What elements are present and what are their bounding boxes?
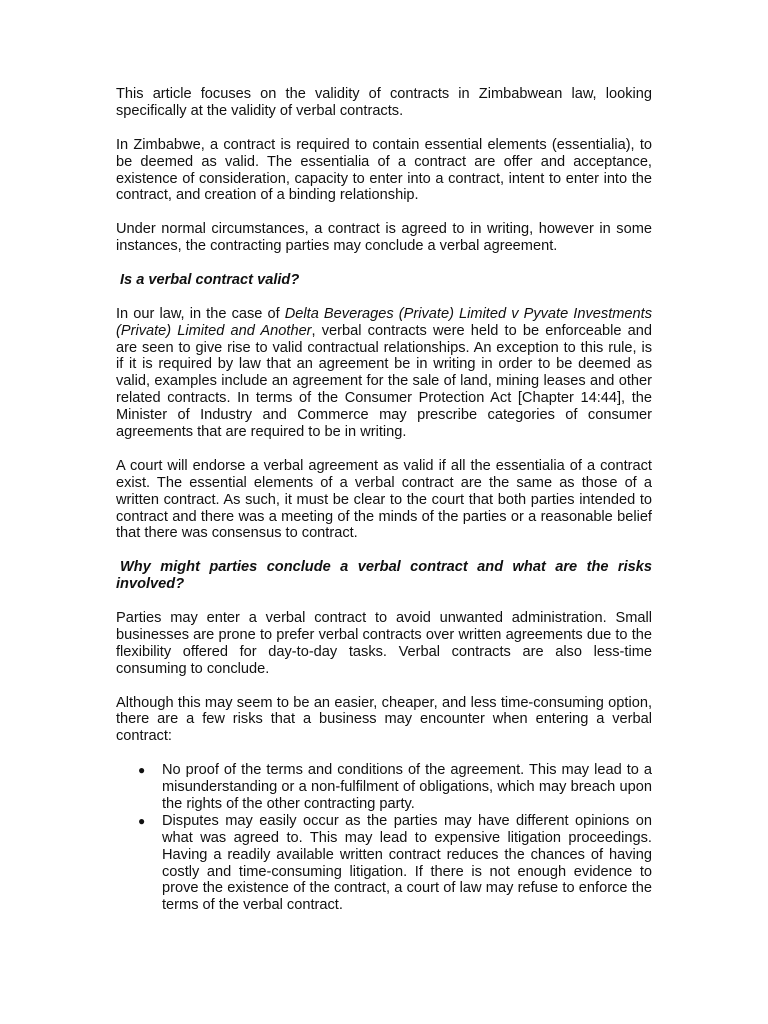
intro-paragraph: This article focuses on the validity of contracts in Zimbabwean law, looking specifically at the validity of verbal contracts.	[116, 86, 652, 119]
risks-intro-paragraph: Although this may seem to be an easier, cheaper, and less time-consuming option, there are a few risks that a business may encounter when entering a verbal contract:	[116, 694, 652, 745]
bullet-icon: ●	[138, 763, 146, 778]
section-heading-risks: Why might parties conclude a verbal contract and what are the risks involved?	[116, 559, 652, 593]
list-item: ● No proof of the terms and conditions of the agreement. This may lead to a misunderstanding or a non-fulfilment of obligations, which may breach upon the rights of the other contracting party.	[138, 762, 652, 812]
case-name: Delta Beverages (Private) Limited v Pyvate Investments (Private) Limited and Another	[116, 305, 652, 339]
list-item: ● Disputes may easily occur as the parties may have different opinions on what was agreed to. This may lead to expensive litigation proceedings. Having a readily available written contract reduces the chances of having costly and time-consuming litigation. If there is not enough evidence to prove the existence of the contract, a court of law may refuse to enforce the terms of the verbal contract.	[138, 812, 652, 914]
court-endorsement-paragraph: A court will endorse a verbal agreement as valid if all the essentialia of a contract exist. The essential elements of a verbal contract are the same as those of a written contract. As such, it must be clear to the court that both parties intended to contract and there was a meeting of the minds of the parties or a reasonable belief that there was consensus to contract.	[116, 457, 652, 542]
section-heading-validity: Is a verbal contract valid?	[120, 271, 300, 288]
reasons-paragraph: Parties may enter a verbal contract to avoid unwanted administration. Small businesses are prone to prefer verbal contracts over written agreements due to the flexibility offered for day-to-day tasks. Verbal contracts are also less-time consuming to conclude.	[116, 609, 652, 677]
essentialia-paragraph: In Zimbabwe, a contract is required to contain essential elements (essentialia), to be deemed as valid. The essentialia of a contract are offer and acceptance, existence of consideration, capacity to enter into a contract, intent to enter into the contract, and creation of a binding relationship.	[116, 136, 652, 204]
circumstances-paragraph: Under normal circumstances, a contract is agreed to in writing, however in some instances, the contracting parties may conclude a verbal agreement.	[116, 221, 652, 255]
case-law-paragraph: In our law, in the case of Delta Beverages (Private) Limited v Pyvate Investments (Private) Limited and Another, verbal contracts were held to be enforceable and are seen to give rise to valid contractual relationships. An exception to this rule, is if it is required by law that an agreement be in writing in order to be deemed as valid, examples include an agreement for the sale of land, mining leases and other related contracts. In terms of the Consumer Protection Act [Chapter 14:44], the Minister of Industry and Commerce may prescribe categories of consumer agreements that are required to be in writing.	[116, 305, 652, 441]
risks-list	[116, 762, 652, 914]
bullet-icon: ●	[138, 813, 146, 828]
